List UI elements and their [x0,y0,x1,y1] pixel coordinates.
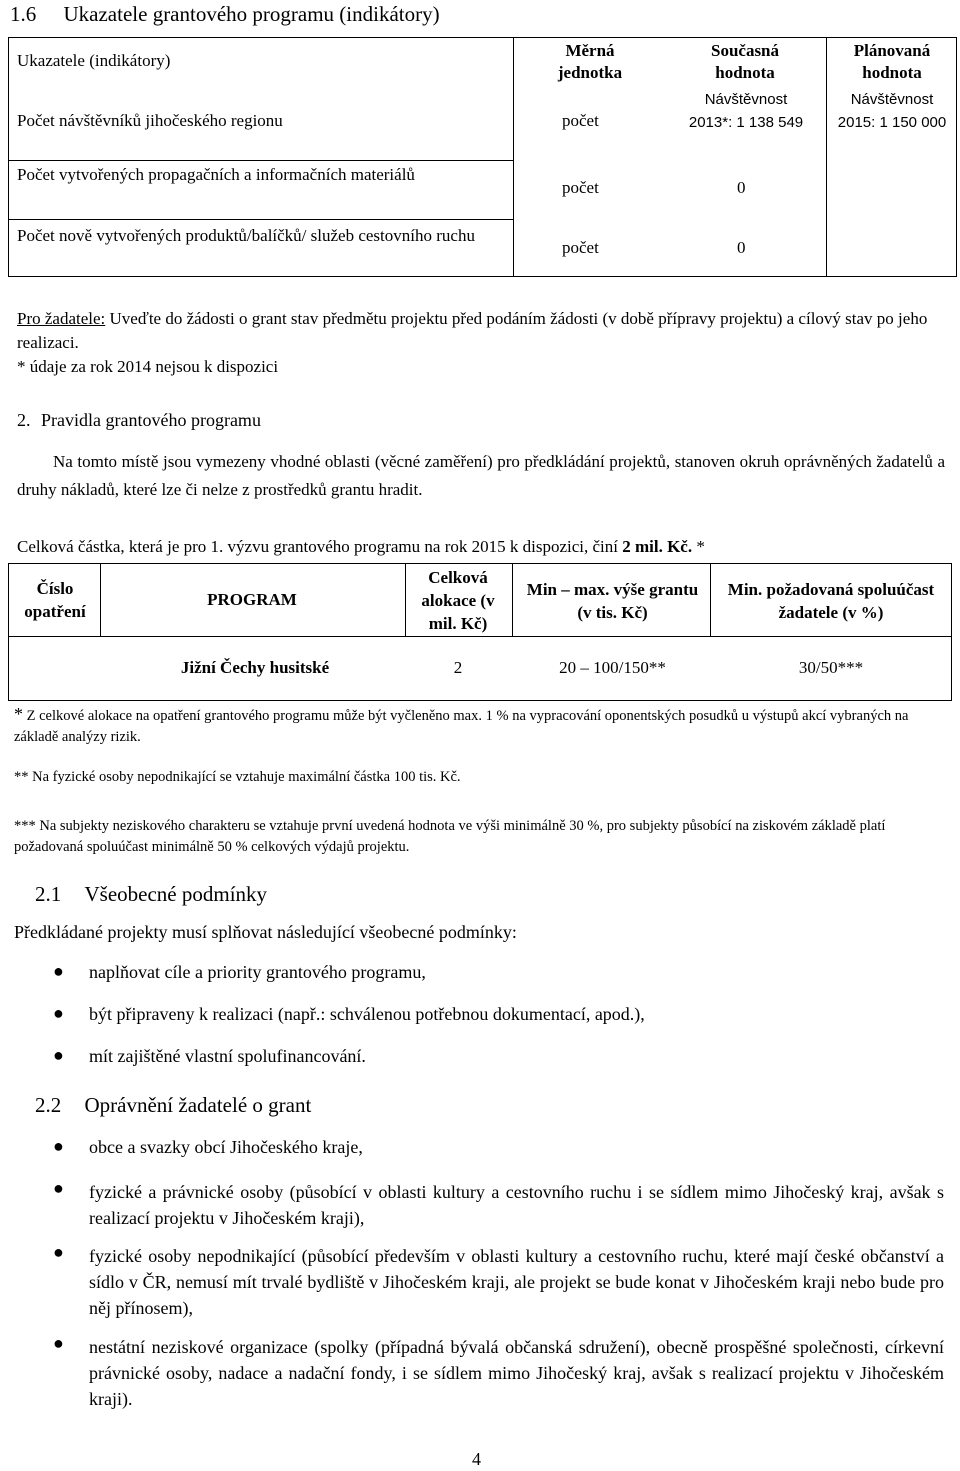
header-measure: Číslo opatření [24,579,86,621]
data-footnote: * údaje za rok 2014 nejsou k dispozici [17,357,279,376]
bullet-icon: ● [53,1178,64,1198]
header-allocation: Celková alokace (v mil. Kč) [421,568,495,633]
header-unit: Měrná jednotka [557,41,623,82]
section-heading-2-1 [35,882,267,907]
list-item: obce a svazky obcí Jihočeského kraje, [89,1137,363,1157]
row-3-name: Počet nově vytvořených produktů/balíčků/ služeb cestovního ruchu [17,226,475,245]
row-2-current: 0 [737,178,746,197]
row-3-current: 0 [737,238,746,257]
list-item: nestátní neziskové organizace (spolky (případná bývalá občanská sdružení), obecně prospěšné společnosti, církevní právnické osoby, nadace a nadační fondy, i se sídlem mimo Jihočeský kraj, avšak s realizací projektu v Jihočeském kraji). [89,1337,944,1409]
section-heading-2-2 [35,1093,311,1118]
list-item: mít zajištěné vlastní spolufinancování. [89,1046,366,1066]
header-current: Současná hodnota [710,41,780,82]
row-1-planned: Návštěvnost 2015: 1 150 000 [837,91,947,131]
footnote-1 [14,704,949,748]
list-item: být připraveny k realizaci (např.: schválenou potřebnou dokumentací, apod.), [89,1004,645,1024]
total-amount-line [17,537,705,557]
bullet-icon: ● [53,1242,64,1262]
footnote-star: *** [14,818,36,834]
page-number: 4 [472,1449,481,1469]
footnote-text: Z celkové alokace na opatření grantového programu může být vyčleněno max. 1 % na vypracování oponentských posudků u výstupů akcí vybraných na základě analýzy rizik. [14,708,909,745]
section-2-intro: Na tomto místě jsou vymezeny vhodné oblasti (věcné zaměření) pro předkládání projektů, stanoven okruh oprávněných žadatelů a druhy nákladů, které lze či nelze z prostředků grantu hradit. [17,452,945,499]
header-grant: Min – max. výše grantu (v tis. Kč) [526,580,699,622]
row-2-name: Počet vytvořených propagačních a informačních materiálů [17,165,415,184]
list-item: fyzické osoby nepodnikající (působící především v oblasti kultury a cestovního ruchu, které mají české občanství a sídlo v ČR, nemusí mít trvalé bydliště v Jihočeském kraji, ale projekt se bude konat v Jihočeském kraji nebo bude pro něj přínosem), [89,1246,944,1318]
section-title: Všeobecné podmínky [84,882,268,906]
header-planned: Plánovaná hodnota [853,41,931,82]
row-3-unit: počet [562,238,599,257]
total-star: * [696,537,705,556]
section-title: Ukazatele grantového programu (indikátory) [63,2,440,26]
footnote-star: ** [14,769,29,785]
footnote-3 [14,816,949,858]
footnote-text: Na fyzické osoby nepodnikající se vztahuje maximální částka 100 tis. Kč. [32,769,461,785]
bullet-icon: ● [53,1333,64,1353]
section-2-1-intro: Předkládané projekty musí splňovat následující všeobecné podmínky: [14,922,517,942]
section-heading-2 [17,410,261,431]
applicant-note [17,307,952,355]
bullet-icon: ● [53,1136,64,1156]
header-cofinancing: Min. požadovaná spoluúčast žadatele (v %) [727,580,935,622]
footnote-text: Na subjekty neziskového charakteru se vztahuje první uvedená hodnota ve výši minimálně 30 %, pro subjekty působící na ziskovém základě platí požadovaná spoluúčast minimálně 50 % celkových výdajů projektu. [14,818,886,855]
footnote-star: * [14,704,23,724]
section-number: 2.1 [35,882,62,906]
row-1-unit: počet [562,111,599,130]
total-text: Celková částka, která je pro 1. výzvu grantového programu na rok 2015 k dispozici, činí [17,537,618,556]
bullet-icon: ● [53,1045,64,1065]
header-program: PROGRAM [207,590,297,609]
row-1-name: Počet návštěvníků jihočeského regionu [17,111,283,130]
section-heading-1-6 [10,2,440,27]
section-title: Oprávnění žadatelé o grant [84,1093,312,1117]
total-amount: 2 mil. Kč. [622,537,693,556]
row-allocation: 2 [453,658,463,677]
bullet-icon: ● [53,1003,64,1023]
row-1-current: Návštěvnost 2013*: 1 138 549 [688,91,804,131]
bullet-icon: ● [53,961,64,981]
section-number: 2. [17,410,31,430]
list-item: naplňovat cíle a priority grantového programu, [89,962,426,982]
section-number: 1.6 [10,2,37,26]
row-cofinancing: 30/50*** [798,658,864,677]
section-number: 2.2 [35,1093,62,1117]
list-item: fyzické a právnické osoby (působící v oblasti kultury a cestovního ruchu i se sídlem mimo Jihočeský kraj, avšak s realizací projektu v Jihočeském kraji), [89,1182,944,1228]
header-indicator: Ukazatele (indikátory) [17,51,171,70]
section-title: Pravidla grantového programu [41,410,261,430]
row-grant: 20 – 100/150** [559,658,666,677]
applicant-note-text: Uveďte do žádosti o grant stav předmětu projektu před podáním žádosti (v době přípravy projektu) a cílový stav po jeho realizaci. [17,309,928,352]
footnote-2 [14,769,949,786]
row-program: Jižní Čechy husitské [180,658,330,677]
row-2-unit: počet [562,178,599,197]
applicant-note-label: Pro žadatele: [17,309,106,328]
